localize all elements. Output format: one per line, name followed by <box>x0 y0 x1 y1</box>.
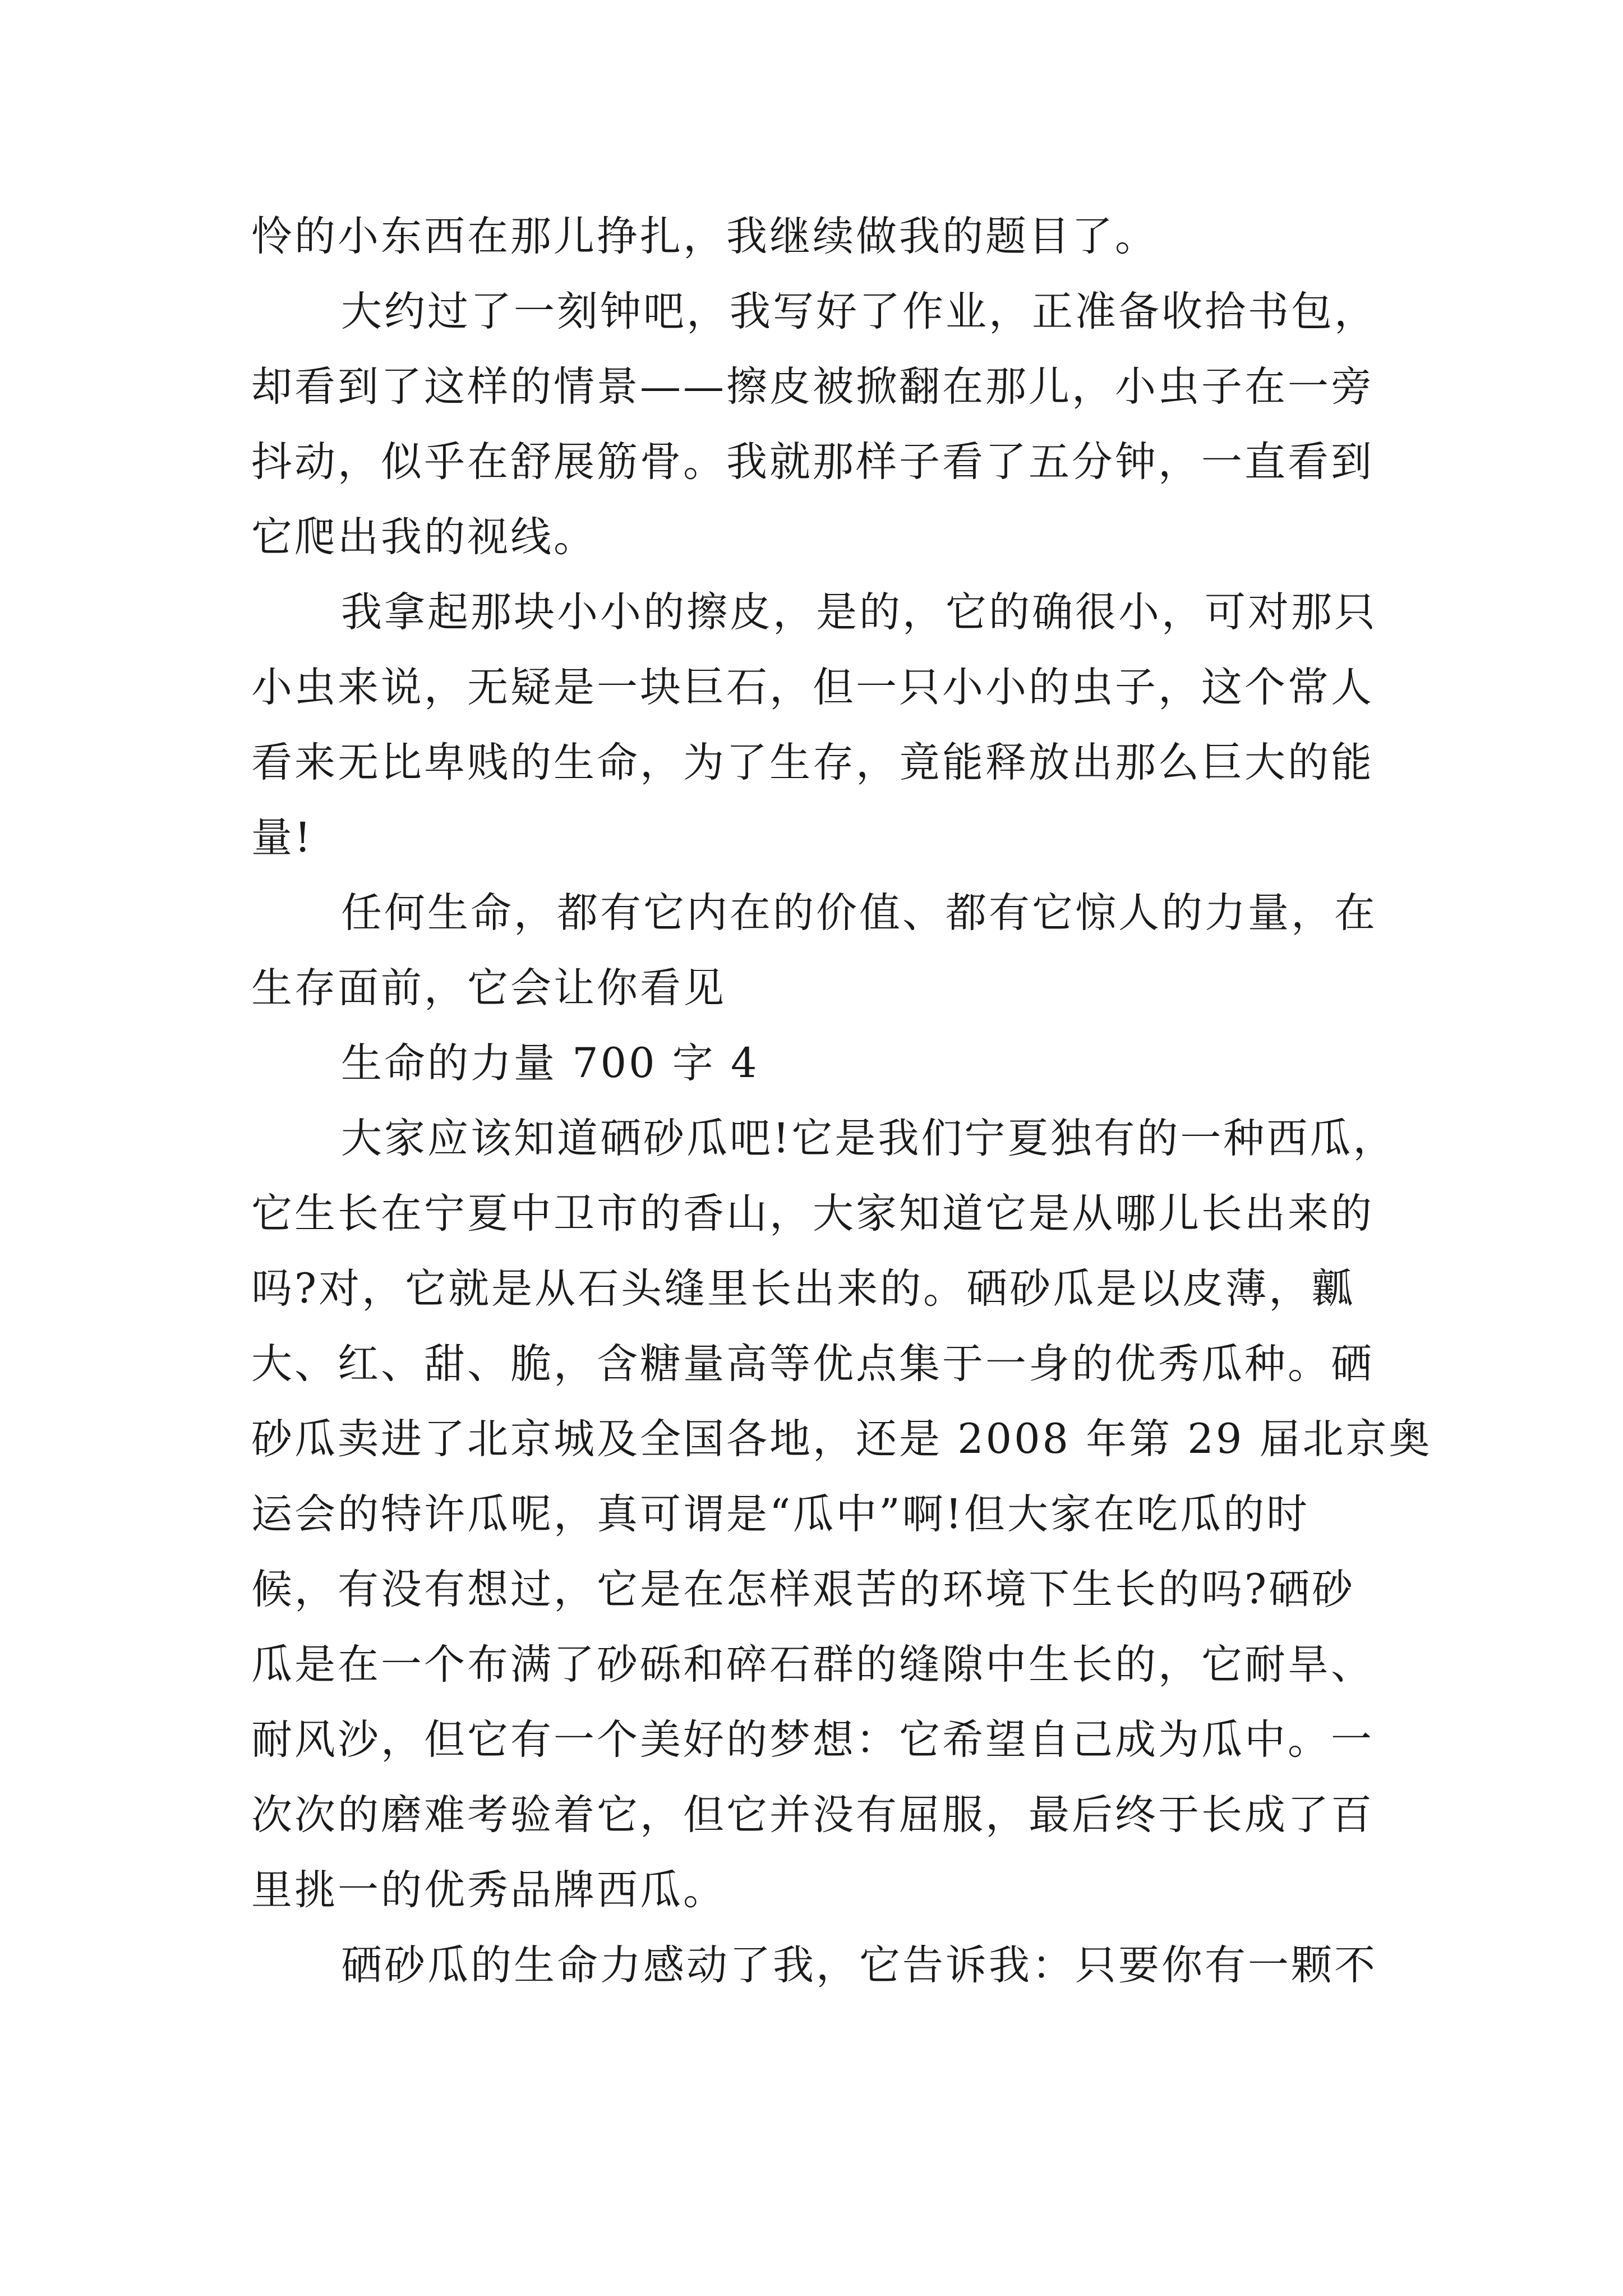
text-line: 瓜是在一个布满了砂砾和碎石群的缝隙中生长的，它耐旱、 <box>251 1641 1374 1688</box>
text-line: 次次的磨难考验着它，但它并没有屈服，最后终于长成了百 <box>251 1791 1374 1839</box>
text-line: 它生长在宁夏中卫市的香山，大家知道它是从哪儿长出来的 <box>251 1190 1374 1237</box>
text-line: 它爬出我的视线。 <box>251 513 597 561</box>
article-body <box>251 199 1432 2003</box>
text-line: 运会的特许瓜呢，真可谓是“瓜中”啊!但大家在吃瓜的时 <box>251 1490 1310 1538</box>
section-heading: 生命的力量 700 字 4 <box>341 1039 759 1087</box>
text-line: 任何生命，都有它内在的价值、都有它惊人的力量，在 <box>341 889 1377 937</box>
text-line: 怜的小东西在那儿挣扎，我继续做我的题目了。 <box>251 213 1158 260</box>
text-line: 看来无比卑贱的生命，为了生存，竟能释放出那么巨大的能 <box>251 739 1374 786</box>
text-line: 耐风沙，但它有一个美好的梦想：它希望自己成为瓜中。一 <box>251 1716 1374 1764</box>
text-line: 却看到了这样的情景——擦皮被掀翻在那儿，小虫子在一旁 <box>251 363 1374 411</box>
text-line: 量! <box>251 814 313 862</box>
text-line: 硒砂瓜的生命力感动了我，它告诉我：只要你有一颗不 <box>341 1941 1377 1989</box>
text-line: 抖动，似乎在舒展筋骨。我就那样子看了五分钟，一直看到 <box>251 438 1374 486</box>
text-line: 小虫来说，无疑是一块巨石，但一只小小的虫子，这个常人 <box>251 664 1374 711</box>
text-line: 吗?对，它就是从石头缝里长出来的。硒砂瓜是以皮薄，瓤 <box>251 1265 1355 1313</box>
text-line: 候，有没有想过，它是在怎样艰苦的环境下生长的吗?硒砂 <box>251 1566 1355 1613</box>
text-line: 生存面前，它会让你看见 <box>251 964 726 1012</box>
text-line: 大约过了一刻钟吧，我写好了作业，正准备收拾书包， <box>341 288 1377 335</box>
text-line: 里挑一的优秀品牌西瓜。 <box>251 1866 726 1914</box>
text-line: 我拿起那块小小的擦皮，是的，它的确很小，可对那只 <box>341 588 1377 636</box>
text-line: 大家应该知道硒砂瓜吧!它是我们宁夏独有的一种西瓜， <box>341 1115 1396 1162</box>
text-line: 大、红、甜、脆，含糖量高等优点集于一身的优秀瓜种。硒 <box>251 1340 1374 1388</box>
text-line: 砂瓜卖进了北京城及全国各地，还是 2008 年第 29 届北京奥 <box>251 1415 1432 1463</box>
